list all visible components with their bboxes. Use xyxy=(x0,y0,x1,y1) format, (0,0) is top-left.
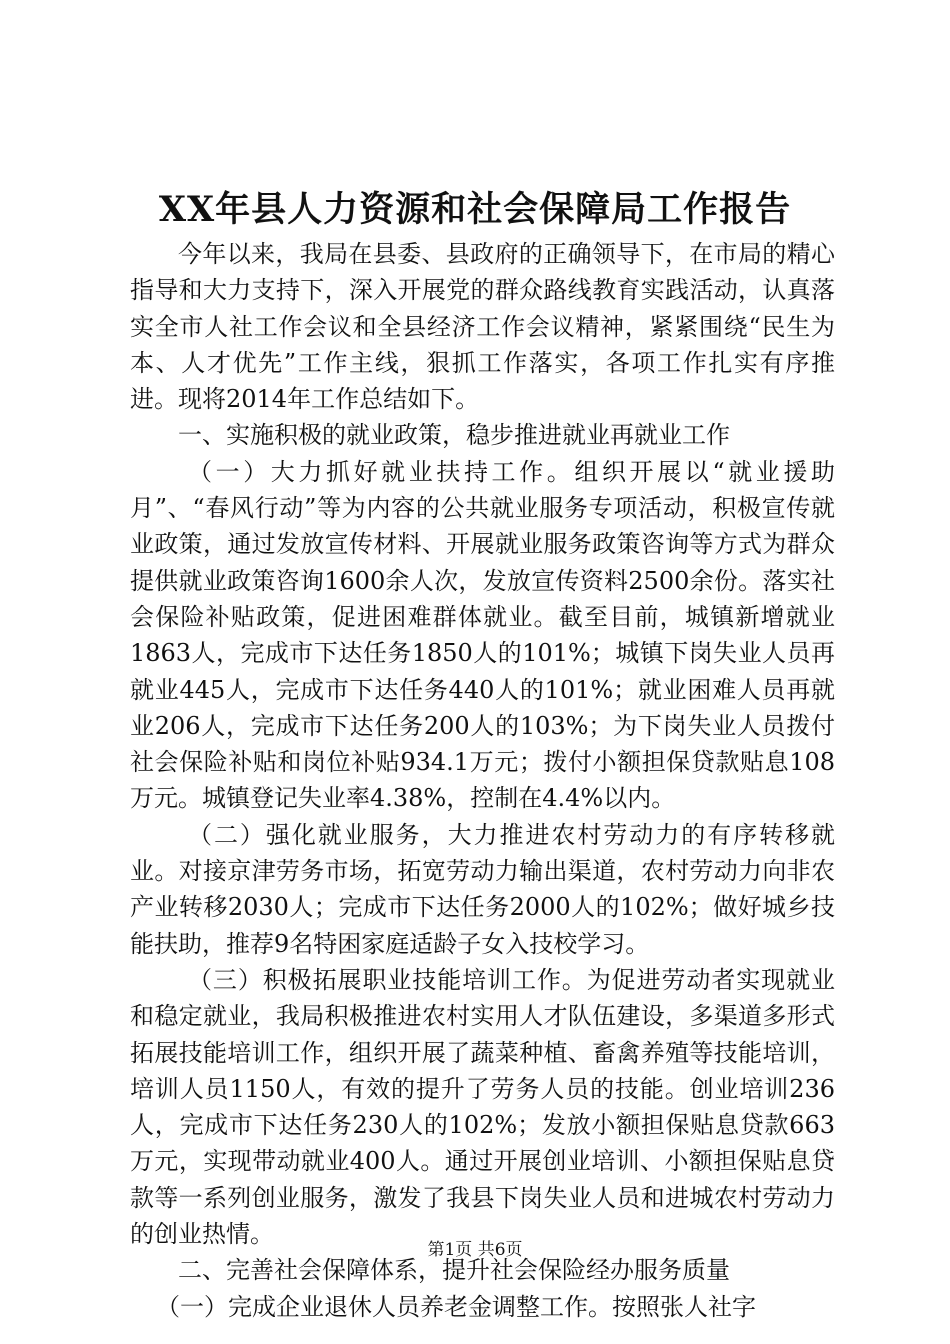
document-title: XX年县人力资源和社会保障局工作报告 xyxy=(158,189,792,230)
document-body xyxy=(130,236,835,1325)
section-heading-1: 一、实施积极的就业政策，稳步推进就业再就业工作 xyxy=(178,421,730,450)
subsection-1-3: （三）积极拓展职业技能培训工作。为促进劳动者实现就业和稳定就业，我局积极推进农村实用人才队伍建设，多渠道多形式拓展技能培训工作，组织开展了蔬菜种植、畜禽养殖等技能培训，培训人员1150人，有效的提升了劳务人员的技能。创业培训236人，完成市下达任务230人的102%；发放小额担保贴息贷款663万元，实现带动就业400人。通过开展创业培训、小额担保贴息贷款等一系列创业服务，激发了我县下岗失业人员和进城农村劳动力的创业热情。 xyxy=(130,965,835,1249)
subsection-1-2: （二）强化就业服务，大力推进农村劳动力的有序转移就业。对接京津劳务市场，拓宽劳动力输出渠道，农村劳动力向非农产业转移2030人；完成市下达任务2000人的102%；做好城乡技能扶助，推荐9名特困家庭适龄子女入技校学习。 xyxy=(130,820,835,958)
subsection-1-1: （一）大力抓好就业扶持工作。组织开展以“就业援助月”、“春风行动”等为内容的公共就业服务专项活动，积极宣传就业政策，通过发放宣传材料、开展就业服务政策咨询等方式为群众提供就业政策咨询1600余人次，发放宣传资料2500余份。落实社会保险补贴政策，促进困难群体就业。截至目前，城镇新增就业1863人，完成市下达任务1850人的101%；城镇下岗失业人员再就业445人，完成市下达任务440人的101%；就业困难人员再就业206人，完成市下达任务200人的103%；为下岗失业人员拨付社会保险补贴和岗位补贴934.1万元；拨付小额担保贷款贴息108万元。城镇登记失业率4.38%，控制在4.4%以内。 xyxy=(130,457,835,813)
intro-paragraph: 今年以来，我局在县委、县政府的正确领导下，在市局的精心指导和大力支持下，深入开展党的群众路线教育实践活动，认真落实全市人社工作会议和全县经济工作会议精神，紧紧围绕“民生为本、人才优先”工作主线，狠抓工作落实，各项工作扎实有序推进。现将2014年工作总结如下。 xyxy=(130,240,835,414)
page-number-footer: 第1页 共6页 xyxy=(427,1240,523,1260)
subsection-2-1: （一）完成企业退休人员养老金调整工作。按照张人社字 xyxy=(156,1292,756,1321)
section-heading-2: 二、完善社会保障体系，提升社会保险经办服务质量 xyxy=(178,1256,730,1285)
